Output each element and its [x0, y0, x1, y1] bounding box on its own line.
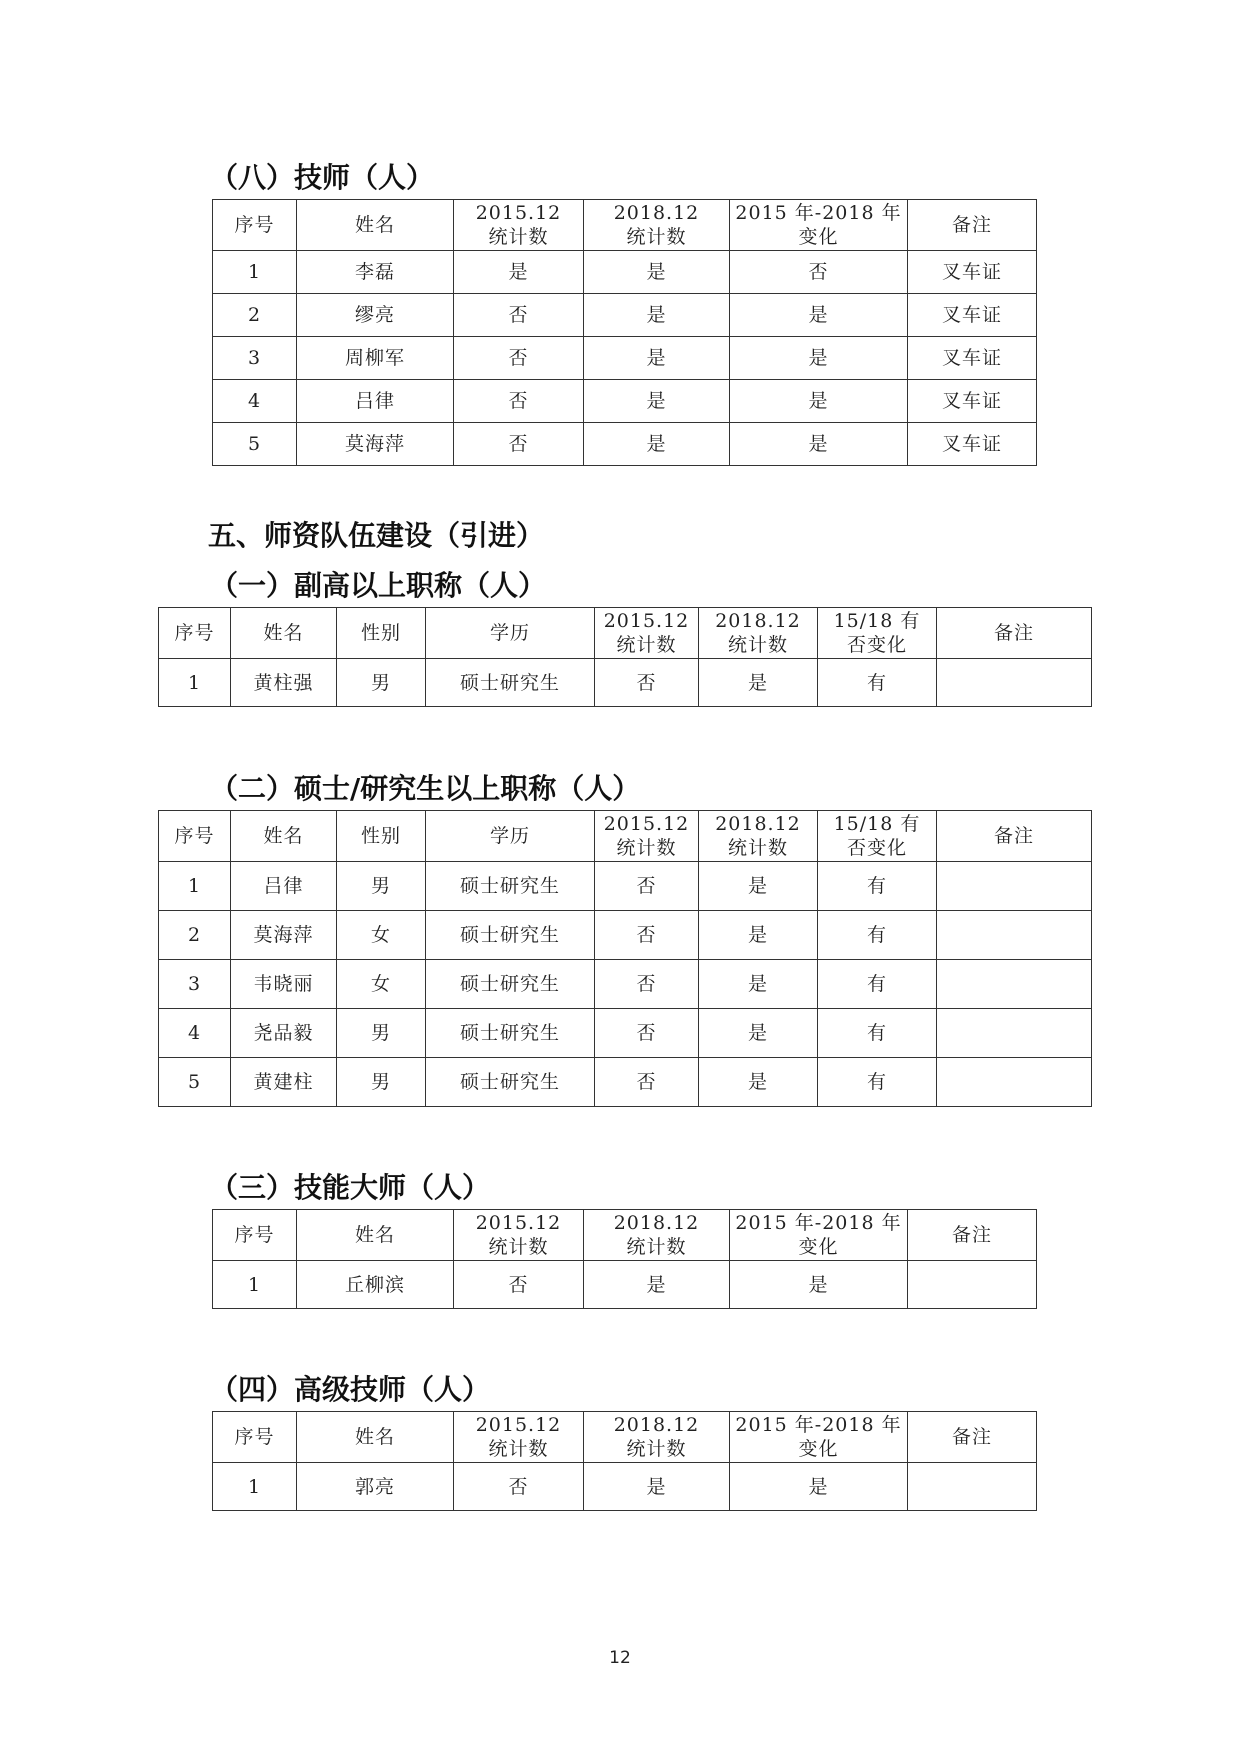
table-row — [159, 960, 1092, 1009]
master-graduate-table — [158, 810, 1092, 1107]
table-cell: 是 — [699, 960, 818, 1009]
column-header-text: 统计数 — [488, 1438, 549, 1460]
column-header — [730, 1412, 908, 1463]
column-header — [297, 1210, 454, 1261]
column-header — [584, 200, 730, 251]
column-header — [699, 811, 818, 862]
column-header-text: 统计数 — [488, 1236, 549, 1258]
table-cell: 否 — [454, 1463, 584, 1511]
column-header-text: 姓名 — [354, 1426, 395, 1448]
table-cell: 否 — [595, 862, 699, 911]
table-cell: 男 — [337, 862, 426, 911]
table-cell: 5 — [213, 423, 297, 466]
table-cell: 有 — [818, 960, 937, 1009]
table-cell: 否 — [595, 1058, 699, 1107]
column-header-text: 序号 — [174, 825, 215, 847]
column-header-text: 变化 — [798, 1236, 839, 1258]
column-header-text: 姓名 — [263, 825, 304, 847]
table-cell: 是 — [584, 251, 730, 294]
column-header — [213, 1412, 297, 1463]
table-cell: 是 — [584, 1261, 730, 1309]
column-header-text: 否变化 — [846, 837, 907, 859]
column-header-text: 变化 — [798, 226, 839, 248]
column-header — [337, 811, 426, 862]
column-header-text: 变化 — [798, 1438, 839, 1460]
table-cell: 男 — [337, 1009, 426, 1058]
table-cell: 3 — [213, 337, 297, 380]
table-cell — [937, 911, 1092, 960]
table-row — [213, 380, 1037, 423]
table-cell: 否 — [595, 911, 699, 960]
table-cell: 1 — [159, 862, 231, 911]
column-header-text: 序号 — [234, 214, 275, 236]
section-heading-technicians: （八）技师（人） — [210, 161, 435, 194]
table-cell: 黄柱强 — [231, 659, 337, 707]
column-header-text: 2018.12 — [715, 813, 801, 835]
column-header — [908, 200, 1037, 251]
table-cell: 丘柳滨 — [297, 1261, 454, 1309]
table-row — [213, 294, 1037, 337]
table-cell: 否 — [454, 380, 584, 423]
table-cell — [908, 1463, 1037, 1511]
table-cell — [937, 1009, 1092, 1058]
table-cell: 是 — [454, 251, 584, 294]
table-cell: 是 — [584, 337, 730, 380]
table-cell: 男 — [337, 659, 426, 707]
column-header — [699, 608, 818, 659]
header-row — [213, 200, 1037, 251]
table-cell: 是 — [584, 423, 730, 466]
table-cell: 吕律 — [231, 862, 337, 911]
column-header — [297, 1412, 454, 1463]
column-header-text: 学历 — [489, 825, 530, 847]
table-cell: 1 — [213, 1463, 297, 1511]
table-row — [213, 1261, 1037, 1309]
table-cell: 韦晓丽 — [231, 960, 337, 1009]
column-header-text: 统计数 — [616, 837, 677, 859]
table-row — [213, 251, 1037, 294]
column-header-text: 统计数 — [626, 1438, 687, 1460]
header-row — [159, 608, 1092, 659]
table-cell: 叉车证 — [908, 337, 1037, 380]
table-cell: 男 — [337, 1058, 426, 1107]
table-cell: 是 — [699, 1009, 818, 1058]
table-cell: 4 — [213, 380, 297, 423]
table-row — [159, 1058, 1092, 1107]
table-cell: 否 — [595, 960, 699, 1009]
table-cell: 叉车证 — [908, 251, 1037, 294]
column-header-text: 2018.12 — [613, 202, 700, 224]
column-header-text: 2018.12 — [613, 1414, 700, 1436]
header-row — [213, 1412, 1037, 1463]
table-cell: 有 — [818, 1009, 937, 1058]
column-header — [595, 811, 699, 862]
column-header-text: 姓名 — [354, 214, 395, 236]
column-header — [159, 608, 231, 659]
table-cell — [937, 659, 1092, 707]
table-cell: 3 — [159, 960, 231, 1009]
table-cell: 是 — [699, 862, 818, 911]
column-header-text: 备注 — [951, 1224, 992, 1246]
table-cell: 是 — [730, 294, 908, 337]
senior-technician-table — [212, 1411, 1037, 1511]
table-cell: 硕士研究生 — [426, 862, 595, 911]
table-cell: 叉车证 — [908, 423, 1037, 466]
column-header-text: 序号 — [174, 622, 215, 644]
table-cell: 郭亮 — [297, 1463, 454, 1511]
table-row — [213, 337, 1037, 380]
table-cell: 尧品毅 — [231, 1009, 337, 1058]
column-header-text: 统计数 — [616, 634, 677, 656]
table-cell: 是 — [730, 380, 908, 423]
column-header-text: 2015 年-2018 年 — [735, 202, 902, 224]
table-cell: 1 — [213, 1261, 297, 1309]
column-header-text: 2015.12 — [475, 1414, 562, 1436]
table-cell: 否 — [454, 1261, 584, 1309]
column-header — [213, 200, 297, 251]
column-header — [231, 608, 337, 659]
table-cell: 硕士研究生 — [426, 1009, 595, 1058]
column-header-text: 2015 年-2018 年 — [735, 1212, 902, 1234]
section-heading-associate-senior-title: （一）副高以上职称（人） — [210, 569, 547, 602]
column-header-text: 否变化 — [846, 634, 907, 656]
table-cell: 周柳军 — [297, 337, 454, 380]
table-cell: 否 — [730, 251, 908, 294]
table-cell: 是 — [730, 1261, 908, 1309]
column-header-text: 序号 — [234, 1426, 275, 1448]
column-header-text: 统计数 — [626, 226, 687, 248]
table-row — [159, 911, 1092, 960]
table-cell: 吕律 — [297, 380, 454, 423]
table-cell — [937, 862, 1092, 911]
section-heading-master-graduate: （二）硕士/研究生以上职称（人） — [210, 772, 641, 805]
column-header — [818, 811, 937, 862]
table-cell: 莫海萍 — [231, 911, 337, 960]
column-header-text: 备注 — [993, 622, 1034, 644]
column-header-text: 备注 — [993, 825, 1034, 847]
column-header — [454, 200, 584, 251]
associate-senior-title-table — [158, 607, 1092, 707]
table-cell: 2 — [159, 911, 231, 960]
table-cell: 是 — [584, 380, 730, 423]
table-cell: 硕士研究生 — [426, 911, 595, 960]
column-header — [730, 1210, 908, 1261]
column-header-text: 2015.12 — [603, 610, 690, 632]
column-header-text: 2015.12 — [475, 202, 562, 224]
column-header-text: 序号 — [234, 1224, 275, 1246]
table-row — [159, 659, 1092, 707]
page-number: 12 — [609, 1648, 631, 1668]
column-header — [159, 811, 231, 862]
table-cell: 硕士研究生 — [426, 960, 595, 1009]
column-header — [937, 608, 1092, 659]
column-header — [937, 811, 1092, 862]
column-header-text: 备注 — [951, 1426, 992, 1448]
table-cell: 黄建柱 — [231, 1058, 337, 1107]
column-header — [595, 608, 699, 659]
table-cell: 硕士研究生 — [426, 659, 595, 707]
table-cell: 是 — [730, 423, 908, 466]
column-header-text: 统计数 — [488, 226, 549, 248]
column-header-text: 姓名 — [263, 622, 304, 644]
column-header — [584, 1210, 730, 1261]
table-cell: 有 — [818, 862, 937, 911]
column-header — [213, 1210, 297, 1261]
table-cell: 叉车证 — [908, 294, 1037, 337]
table-cell: 5 — [159, 1058, 231, 1107]
column-header — [454, 1412, 584, 1463]
section-heading-senior-technician: （四）高级技师（人） — [210, 1373, 491, 1406]
column-header-text: 统计数 — [727, 634, 788, 656]
column-header-text: 性别 — [360, 622, 401, 644]
table-cell — [937, 1058, 1092, 1107]
table-cell: 叉车证 — [908, 380, 1037, 423]
column-header — [337, 608, 426, 659]
column-header-text: 统计数 — [727, 837, 788, 859]
table-cell: 是 — [730, 1463, 908, 1511]
table-cell: 2 — [213, 294, 297, 337]
table-cell: 是 — [699, 659, 818, 707]
column-header — [908, 1210, 1037, 1261]
header-row — [159, 811, 1092, 862]
column-header-text: 统计数 — [626, 1236, 687, 1258]
column-header-text: 备注 — [951, 214, 992, 236]
table-cell: 否 — [454, 294, 584, 337]
table-cell: 否 — [595, 659, 699, 707]
table-cell: 1 — [213, 251, 297, 294]
technicians-table — [212, 199, 1037, 466]
table-cell: 否 — [595, 1009, 699, 1058]
table-cell: 有 — [818, 659, 937, 707]
table-cell: 是 — [584, 1463, 730, 1511]
table-row — [213, 423, 1037, 466]
section-heading-faculty-building: 五、师资队伍建设（引进） — [208, 519, 545, 552]
column-header — [454, 1210, 584, 1261]
column-header-text: 性别 — [360, 825, 401, 847]
table-cell: 1 — [159, 659, 231, 707]
table-cell: 4 — [159, 1009, 231, 1058]
table-cell: 否 — [454, 423, 584, 466]
column-header — [297, 200, 454, 251]
column-header-text: 学历 — [489, 622, 530, 644]
column-header-text: 2015.12 — [475, 1212, 562, 1234]
column-header — [584, 1412, 730, 1463]
table-cell: 李磊 — [297, 251, 454, 294]
column-header — [908, 1412, 1037, 1463]
table-cell — [937, 960, 1092, 1009]
column-header — [231, 811, 337, 862]
column-header — [818, 608, 937, 659]
column-header-text: 15/18 有 — [833, 610, 921, 632]
column-header-text: 姓名 — [354, 1224, 395, 1246]
table-cell: 女 — [337, 911, 426, 960]
column-header-text: 15/18 有 — [833, 813, 921, 835]
column-header-text: 2015.12 — [603, 813, 690, 835]
table-row — [159, 1009, 1092, 1058]
table-row — [213, 1463, 1037, 1511]
table-cell: 是 — [584, 294, 730, 337]
header-row — [213, 1210, 1037, 1261]
table-cell: 缪亮 — [297, 294, 454, 337]
table-cell: 有 — [818, 911, 937, 960]
table-cell: 女 — [337, 960, 426, 1009]
table-cell: 是 — [699, 911, 818, 960]
column-header-text: 2015 年-2018 年 — [735, 1414, 902, 1436]
table-row — [159, 862, 1092, 911]
column-header — [426, 608, 595, 659]
column-header-text: 2018.12 — [613, 1212, 700, 1234]
section-heading-skill-master: （三）技能大师（人） — [210, 1171, 491, 1204]
column-header — [426, 811, 595, 862]
table-cell: 有 — [818, 1058, 937, 1107]
column-header-text: 2018.12 — [715, 610, 801, 632]
column-header — [730, 200, 908, 251]
skill-master-table — [212, 1209, 1037, 1309]
table-cell: 是 — [699, 1058, 818, 1107]
table-cell: 是 — [730, 337, 908, 380]
table-cell: 莫海萍 — [297, 423, 454, 466]
table-cell: 否 — [454, 337, 584, 380]
table-cell: 硕士研究生 — [426, 1058, 595, 1107]
table-cell — [908, 1261, 1037, 1309]
